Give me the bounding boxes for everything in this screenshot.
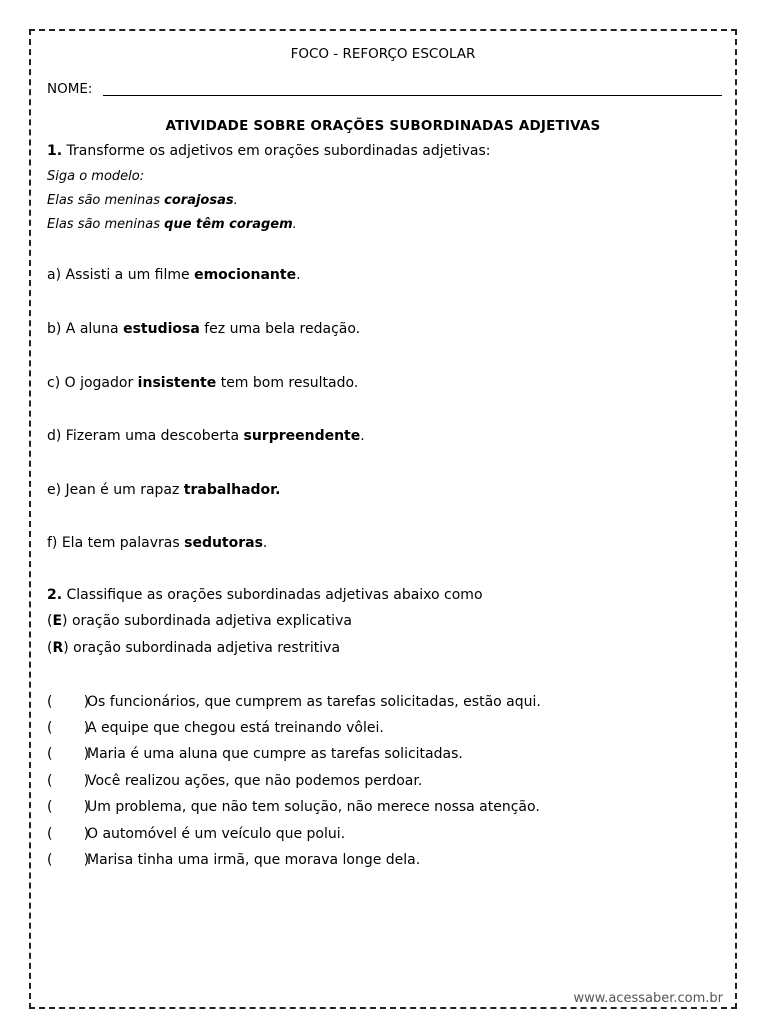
q2-sentence-row — [47, 694, 541, 710]
q1-item-c-post: tem bom resultado. — [216, 375, 359, 391]
q2-sentence: Marisa tinha uma irmã, que morava longe dela. — [87, 852, 421, 868]
q1-item — [47, 482, 280, 498]
option-explicativa: (E) oração subordinada adjetiva explicativa — [47, 613, 352, 629]
q2-sentence: A equipe que chegou está treinando vôlei. — [87, 720, 384, 736]
q2-instruction — [47, 587, 483, 603]
option-e-letter: E — [52, 613, 63, 629]
school-header: FOCO - REFORÇO ESCOLAR — [290, 46, 476, 62]
q1-item-b-pre: b) A aluna — [47, 321, 124, 337]
model-line-2-bold: que têm coragem — [164, 217, 293, 232]
q2-sentence: Um problema, que não tem solução, não merece nossa atenção. — [87, 799, 540, 815]
q1-item-a-adjective: emocionante — [194, 267, 297, 283]
q1-instruction-text: Transforme os adjetivos em orações subordinadas adjetivas: — [62, 143, 491, 159]
q2-sentence: Você realizou ações, que não podemos perdoar. — [87, 773, 423, 789]
q2-sentence-row — [47, 773, 422, 789]
q1-instruction — [47, 143, 490, 159]
q2-instruction-text: Classifique as orações subordinadas adjetivas abaixo como — [62, 587, 483, 603]
q1-item-f-post: . — [262, 535, 268, 551]
q1-item-b-post: fez uma bela redação. — [199, 321, 361, 337]
q1-item — [47, 428, 365, 444]
q1-item-f-pre: f) Ela tem palavras — [47, 535, 185, 551]
model-line-2 — [47, 217, 297, 232]
q1-item — [47, 535, 267, 551]
q1-item-e-adjective: trabalhador. — [183, 482, 281, 498]
q1-item-a-post: . — [296, 267, 301, 283]
q2-sentence-row — [47, 826, 345, 842]
answer-blank[interactable]: ( ) — [47, 799, 90, 815]
q1-item — [47, 321, 360, 337]
q2-number: 2. — [47, 587, 63, 603]
q1-item — [47, 267, 301, 283]
q2-sentence-row — [47, 852, 420, 868]
answer-blank[interactable]: ( ) — [47, 720, 90, 736]
q1-item — [47, 375, 358, 391]
q1-item-a-pre: a) Assisti a um filme — [47, 267, 195, 283]
q1-item-f-adjective: sedutoras — [184, 535, 263, 551]
answer-blank[interactable]: ( ) — [47, 746, 90, 762]
q1-item-e-pre: e) Jean é um rapaz — [47, 482, 184, 498]
model-line-1 — [47, 193, 238, 208]
model-line-2-post: . — [292, 217, 297, 232]
model-line-1-bold: corajosas — [164, 193, 234, 208]
q1-item-d-post: . — [360, 428, 365, 444]
q2-sentence-row — [47, 720, 384, 736]
q2-sentence: Maria é uma aluna que cumpre as tarefas solicitadas. — [87, 746, 463, 762]
name-label: NOME: — [47, 81, 93, 97]
name-field-line[interactable] — [103, 95, 722, 96]
q2-sentence: O automóvel é um veículo que polui. — [87, 826, 346, 842]
option-r-letter: R — [52, 640, 64, 656]
q1-item-d-adjective: surpreendente — [243, 428, 361, 444]
q1-item-c-pre: c) O jogador — [47, 375, 138, 391]
option-restritiva: (R) oração subordinada adjetiva restritiva — [47, 640, 341, 656]
q2-sentence: Os funcionários, que cumprem as tarefas solicitadas, estão aqui. — [87, 694, 541, 710]
option-e-text: oração subordinada adjetiva explicativa — [67, 613, 352, 629]
worksheet-title: ATIVIDADE SOBRE ORAÇÕES SUBORDINADAS ADJETIVAS — [165, 118, 601, 134]
model-line-1-post: . — [233, 193, 238, 208]
answer-blank[interactable]: ( ) — [47, 773, 90, 789]
footer-url[interactable]: www.acessaber.com.br — [573, 991, 723, 1006]
q1-item-d-pre: d) Fizeram uma descoberta — [47, 428, 244, 444]
model-label: Siga o modelo: — [47, 169, 145, 184]
model-line-2-pre: Elas são meninas — [47, 217, 165, 232]
q2-sentence-row — [47, 746, 463, 762]
q1-number: 1. — [47, 143, 63, 159]
q2-sentence-row — [47, 799, 540, 815]
answer-blank[interactable]: ( ) — [47, 852, 90, 868]
answer-blank[interactable]: ( ) — [47, 826, 90, 842]
option-r-text: oração subordinada adjetiva restritiva — [68, 640, 341, 656]
worksheet-page — [29, 29, 737, 1009]
answer-blank[interactable]: ( ) — [47, 694, 90, 710]
model-line-1-pre: Elas são meninas — [47, 193, 165, 208]
q1-item-c-adjective: insistente — [137, 375, 217, 391]
q1-item-b-adjective: estudiosa — [123, 321, 200, 337]
